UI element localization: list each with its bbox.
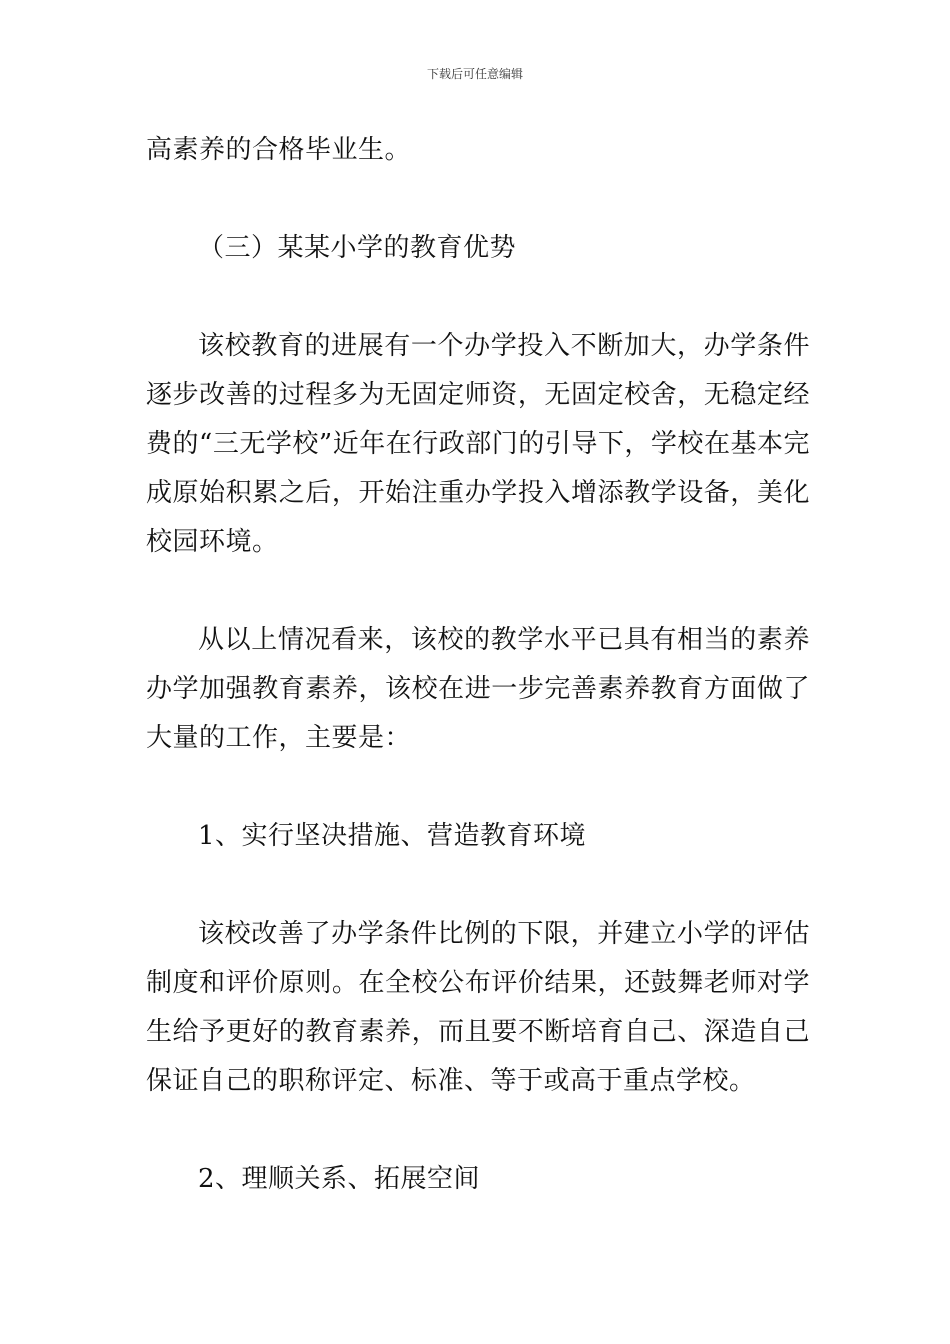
paragraph-continuation: 高素养的合格毕业生。 xyxy=(146,135,412,165)
list-heading-measures: 1、实行坚决措施、营造教育环境 xyxy=(198,821,587,851)
section-heading-advantages: （三）某某小学的教育优势 xyxy=(198,233,517,263)
document-body xyxy=(146,126,810,1204)
spacer xyxy=(146,175,810,224)
paragraph-evaluation: 该校改善了办学条件比例的下限，并建立小学的评估制度和评价原则。在全校公布评价结果，还鼓舞老师对学生给予更好的教育素养，而且要不断培育自己、深造自己保证自己的职称评定、标准、等于或高于重点学校。 xyxy=(146,919,810,1096)
spacer xyxy=(146,567,810,616)
list-heading-relations: 2、理顺关系、拓展空间 xyxy=(198,1164,481,1194)
spacer xyxy=(146,1106,810,1155)
paragraph-summary: 从以上情况看来，该校的教学水平已具有相当的素养办学加强教育素养，该校在进一步完善素养教育方面做了大量的工作，主要是： xyxy=(146,625,810,753)
paragraph-development: 该校教育的进展有一个办学投入不断加大，办学条件逐步改善的过程多为无固定师资，无固定校舍，无稳定经费的“三无学校”近年在行政部门的引导下，学校在基本完成原始积累之后，开始注重办学投入增添教学设备，美化校园环境。 xyxy=(146,331,810,557)
page-header: 下载后可任意编辑 xyxy=(426,67,523,81)
spacer xyxy=(146,861,810,910)
spacer xyxy=(146,273,810,322)
spacer xyxy=(146,763,810,812)
